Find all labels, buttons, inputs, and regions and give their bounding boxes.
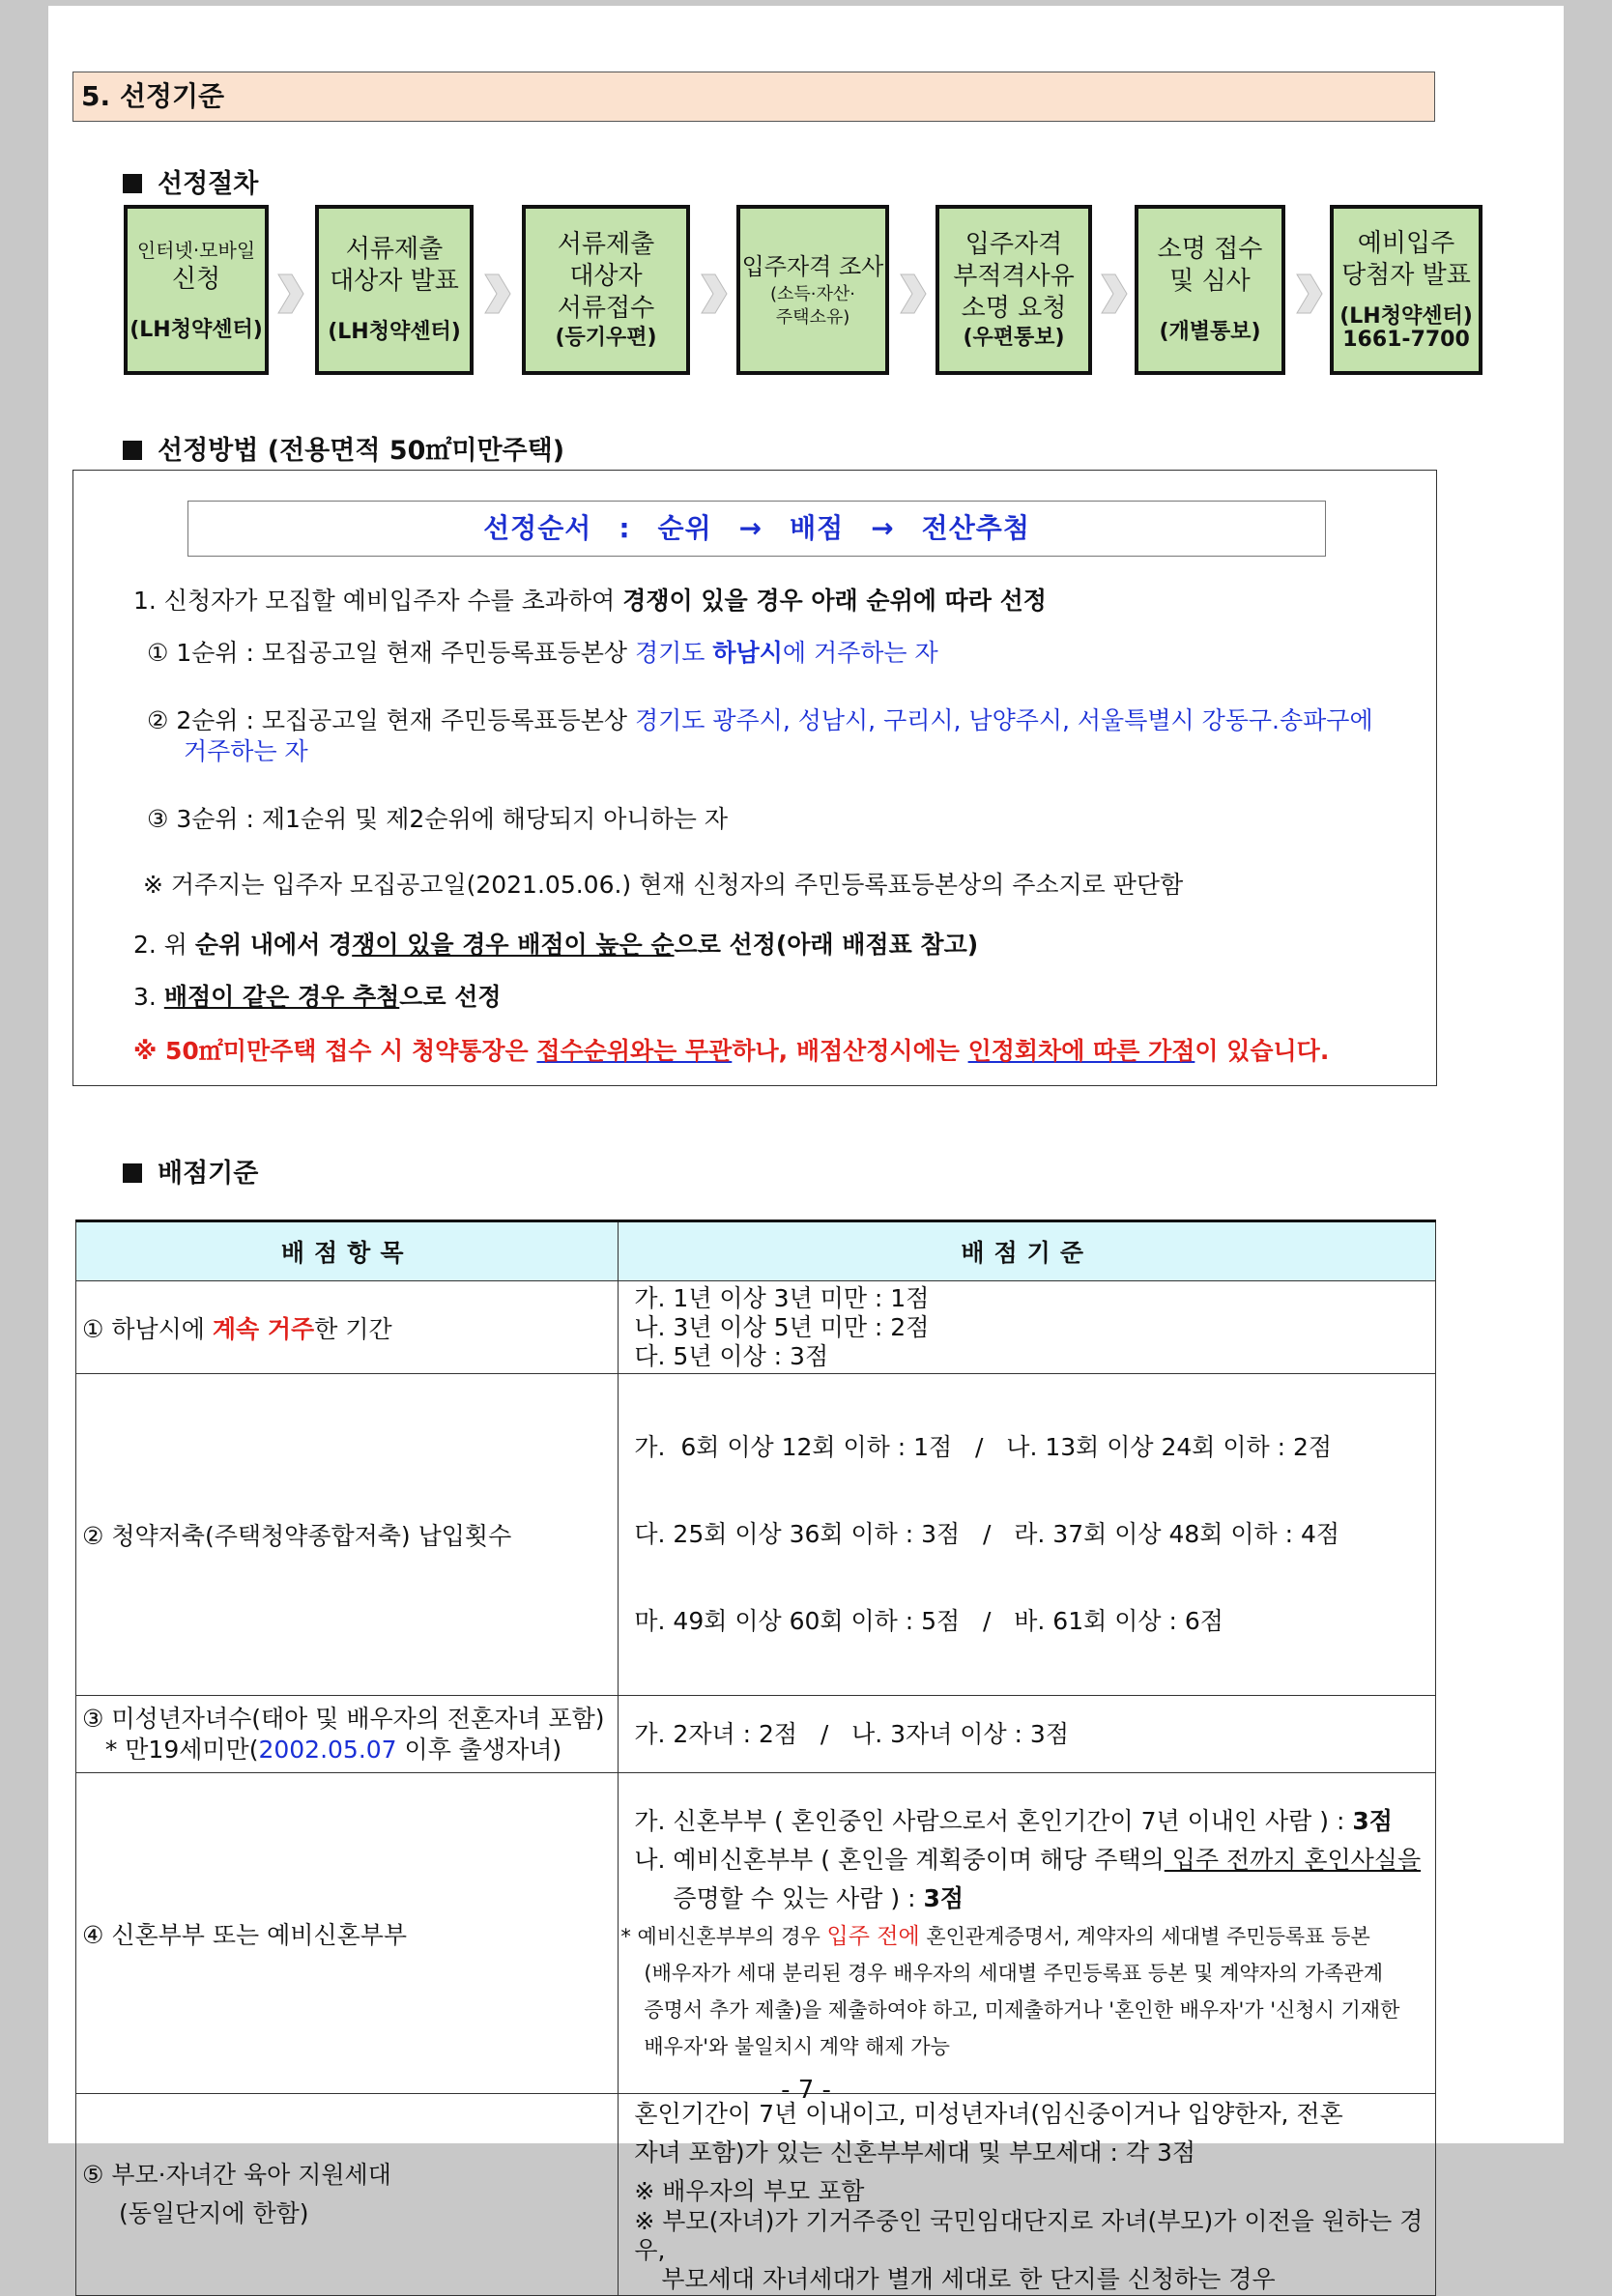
step-text: 서류접수 <box>557 293 655 323</box>
section-title: 5. 선정기준 <box>72 72 1435 122</box>
scoring-heading: 배점기준 <box>123 1152 258 1190</box>
table-row <box>76 1696 1436 1773</box>
step-text: 당첨자 발표 <box>1341 261 1471 290</box>
order-score: 배점 <box>790 512 845 544</box>
rank-3: ③ 3순위 : 제1순위 및 제2순위에 해당되지 아니하는 자 <box>147 805 728 833</box>
score-criteria: 가. 신혼부부 ( 혼인중인 사람으로서 혼인기간이 7년 이내인 사람 ) : 3점 나. 예비신혼부부 ( 혼인을 계획중이며 해당 주택의 입주 전까지 혼인사실을 증명할 수 있는 사람 ) : 3점 * 예비신혼부부의 경우 입주 전에 혼인관계증명서, 계약자의 세대별 주민등록표 등본 (배우자가 세대 분리된 경우 배우자의 세대별 주민등록표 등본 및 계약자의 가족관계 증명서 추가 제출)을 제출하여야 하고, 미제출하거나 '혼인한 배우자'가 '신청시 기재한 배우자'와 불일치시 계약 해제 가능 <box>619 1773 1436 2094</box>
chevron-right-icon <box>899 271 928 317</box>
chevron-right-icon <box>1100 271 1129 317</box>
selection-order <box>187 501 1326 557</box>
square-bullet-icon <box>123 441 142 460</box>
score-item: ② 청약저축(주택청약종합저축) 납입횟수 <box>76 1374 619 1696</box>
score-item: ④ 신혼부부 또는 예비신혼부부 <box>76 1773 619 2094</box>
page-number: - 7 - <box>781 2076 831 2105</box>
chevron-right-icon <box>700 271 729 317</box>
step-org: (우편통보) <box>963 325 1065 350</box>
square-bullet-icon <box>123 174 142 193</box>
procedure-step-1 <box>124 205 269 375</box>
method-item-3: 3. 배점이 같은 경우 추첨으로 선정 <box>133 983 502 1011</box>
score-item: ⑤ 부모·자녀간 육아 지원세대 (동일단지에 한함) <box>76 2094 619 2296</box>
score-criteria: 가. 6회 이상 12회 이하 : 1점 / 나. 13회 이상 24회 이하 : 2점 다. 25회 이상 36회 이하 : 3점 / 라. 37회 이상 48회 이하 : 4점 마. 49회 이상 60회 이하 : 5점 / 바. 61회 이상 : 6점 <box>619 1374 1436 1696</box>
step-text: 서류제출 <box>557 229 655 259</box>
table-row <box>76 2094 1436 2296</box>
step-phone: 1661-7700 <box>1342 328 1470 352</box>
order-colon: : <box>619 512 631 544</box>
rank-2-cont: 거주하는 자 <box>184 737 308 765</box>
step-text: 및 심사 <box>1169 267 1251 296</box>
order-arrow: → <box>738 512 763 544</box>
step-text: 입주자격 <box>964 229 1063 259</box>
order-rank: 순위 <box>657 512 712 544</box>
column-header-item: 배점항목 <box>76 1221 619 1281</box>
step-text: 소명 접수 <box>1157 235 1263 264</box>
score-criteria: 혼인기간이 7년 이내이고, 미성년자녀(임신중이거나 입양한자, 전혼 자녀 포함)가 있는 신혼부부세대 및 부모세대 : 각 3점 ※ 배우자의 부모 포함 ※ 부모(자녀)가 기거주중인 국민임대단지로 자녀(부모)가 이전을 원하는 경우, 부모세대 자녀세대가 별개 세대로 한 단지를 신청하는 경우 <box>619 2094 1436 2296</box>
step-text: 대상자 발표 <box>330 267 459 296</box>
column-header-criteria: 배점기준 <box>619 1221 1436 1281</box>
table-row <box>76 1281 1436 1374</box>
step-text: 예비입주 <box>1357 229 1455 258</box>
step-text: 서류제출 <box>345 235 444 264</box>
method-item-1: 1. 신청자가 모집할 예비입주자 수를 초과하여 경쟁이 있을 경우 아래 순위에 따라 선정 <box>133 587 1047 615</box>
step-subtext: 주택소유) <box>775 306 850 328</box>
score-criteria: 가. 1년 이상 3년 미만 : 1점 나. 3년 이상 5년 미만 : 2점 다. 5년 이상 : 3점 <box>619 1281 1436 1374</box>
table-row <box>76 1374 1436 1696</box>
table-row <box>76 1773 1436 2094</box>
square-bullet-icon <box>123 1163 142 1183</box>
step-org: (LH청약센터) <box>328 320 461 344</box>
step-org: (LH청약센터) <box>130 317 263 342</box>
method-heading: 선정방법 (전용면적 50㎡미만주택) <box>123 429 564 467</box>
procedure-step-3 <box>522 205 690 375</box>
method-item-2: 2. 위 순위 내에서 경쟁이 있을 경우 배점이 높은 순으로 선정(아래 배점표 참고) <box>133 931 979 959</box>
step-text: 입주자격 조사 <box>741 252 884 280</box>
step-org: (등기우편) <box>555 325 657 350</box>
step-text: 인터넷·모바일 <box>136 238 256 262</box>
procedure-step-5 <box>936 205 1092 375</box>
score-criteria: 가. 2자녀 : 2점 / 나. 3자녀 이상 : 3점 <box>619 1696 1436 1773</box>
order-lottery: 전산추첨 <box>921 512 1030 544</box>
procedure-step-4 <box>736 205 889 375</box>
rank-2: ② 2순위 : 모집공고일 현재 주민등록표등본상 경기도 광주시, 성남시, 구리시, 남양주시, 서울특별시 강동구.송파구에 <box>147 706 1373 734</box>
rank-1: ① 1순위 : 모집공고일 현재 주민등록표등본상 경기도 하남시에 거주하는 자 <box>147 639 938 667</box>
step-text: 신청 <box>171 264 221 294</box>
procedure-step-2 <box>315 205 474 375</box>
procedure-step-7 <box>1330 205 1482 375</box>
score-item: ③ 미성년자녀수(태아 및 배우자의 전혼자녀 포함) * 만19세미만(2002.05.07 이후 출생자녀) <box>76 1696 619 1773</box>
chevron-right-icon <box>276 271 305 317</box>
step-text: 부적격사유 <box>953 261 1075 291</box>
score-item: ① 하남시에 계속 거주한 기간 <box>76 1281 619 1374</box>
order-arrow: → <box>871 512 895 544</box>
step-org: (개별통보) <box>1159 320 1261 344</box>
step-text: 소명 요청 <box>961 293 1067 323</box>
residence-note: ※ 거주지는 입주자 모집공고일(2021.05.06.) 현재 신청자의 주민등록표등본상의 주소지로 판단함 <box>143 871 1184 899</box>
bankbook-warning: ※ 50㎡미만주택 접수 시 청약통장은 접수순위와는 무관하나, 배점산정시에는 인정회차에 따른 가점이 있습니다. <box>133 1037 1330 1065</box>
order-label: 선정순서 <box>483 512 592 544</box>
step-org: (LH청약센터) <box>1339 304 1473 329</box>
scoring-table <box>75 1220 1436 2296</box>
chevron-right-icon <box>483 271 512 317</box>
step-subtext: (소득·자산· <box>769 283 856 304</box>
chevron-right-icon <box>1295 271 1324 317</box>
procedure-step-6 <box>1135 205 1285 375</box>
procedure-heading: 선정절차 <box>123 162 258 200</box>
step-text: 대상자 <box>569 261 643 291</box>
